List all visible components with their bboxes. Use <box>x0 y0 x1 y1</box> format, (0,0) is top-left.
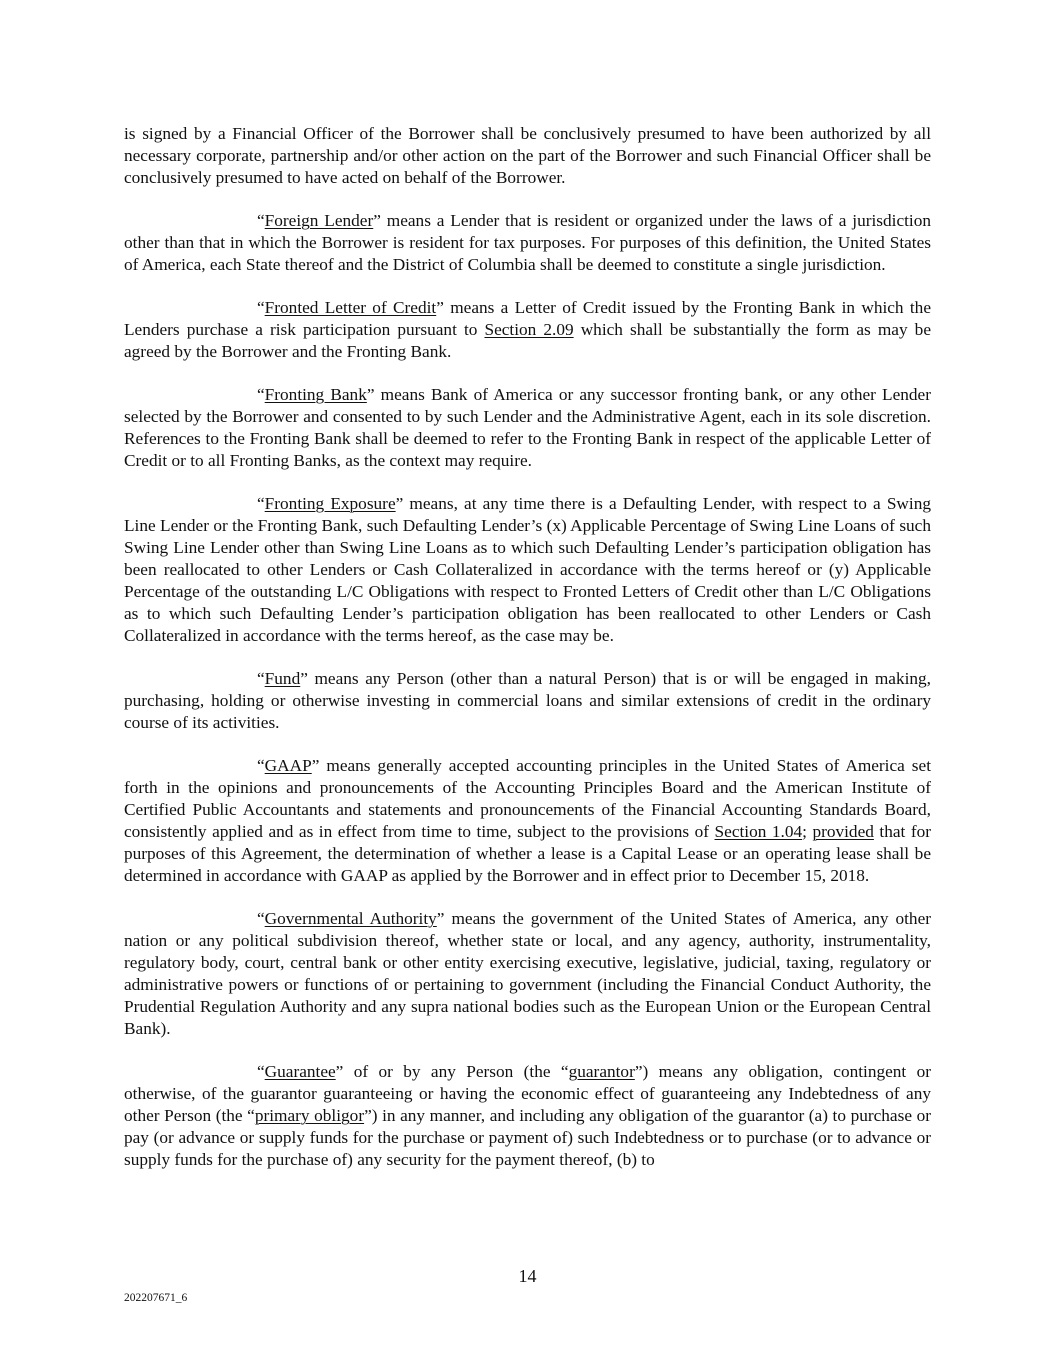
open-quote: “ <box>257 298 265 317</box>
definition-foreign-lender <box>124 210 931 276</box>
definition-text: ” means Bank of America or any successor fronting bank, or any other Lender selected by the Borrower and consented to by such Lender and the Administrative Agent, each in its sole discretion. References to the Fronting Bank shall be deemed to refer to the Fronting Bank in respect of the applicable Letter of Credit or to all Fronting Banks, as the context may require. <box>124 385 931 470</box>
defined-term-guarantor: guarantor <box>568 1062 635 1081</box>
paragraph-intro <box>124 123 931 189</box>
defined-term-fronted-letter-of-credit: Fronted Letter of Credit <box>264 298 437 317</box>
definition-text: ” means the government of the United States of America, any other nation or any political subdivision thereof, whether state or local, and any agency, authority, instrumentality, regulatory body, court, central bank or other entity exercising executive, legislative, judicial, taxing, regulatory or administrative powers or functions of or pertaining to government (including the Financial Conduct Authority, the Prudential Regulation Authority and any supra national bodies such as the European Union or the European Central Bank). <box>124 909 931 1038</box>
open-quote: “ <box>257 669 265 688</box>
open-quote: “ <box>257 909 265 928</box>
definition-fund <box>124 668 931 734</box>
document-body <box>124 123 931 1192</box>
defined-term-gaap: GAAP <box>264 756 312 775</box>
defined-term-foreign-lender: Foreign Lender <box>264 211 374 230</box>
section-reference: Section 2.09 <box>484 320 574 339</box>
open-quote: “ <box>257 1062 265 1081</box>
definition-fronted-letter-of-credit <box>124 297 931 363</box>
proviso-term: provided <box>812 822 874 841</box>
definition-text: ”) in any manner, and including any obligation of the guarantor (a) to purchase or pay (or advance or supply funds for the purchase or payment of) such Indebtedness or to purchase (or to advance or supply funds for the purchase of) any security for the payment thereof, (b) to <box>124 1106 931 1169</box>
page-number: 14 <box>518 1266 537 1286</box>
definition-text: ” means any Person (other than a natural Person) that is or will be engaged in making, purchasing, holding or otherwise investing in commercial loans and similar extensions of credit in the ordinary course of its activities. <box>124 669 931 732</box>
intro-text: is signed by a Financial Officer of the Borrower shall be conclusively presumed to have been authorized by all necessary corporate, partnership and/or other action on the part of the Borrower and such Financial Officer shall be conclusively presumed to have acted on behalf of the Borrower. <box>124 124 931 187</box>
definition-text: ” means a Lender that is resident or organized under the laws of a jurisdiction other than that in which the Borrower is resident for tax purposes. For purposes of this definition, the United States of America, each State thereof and the District of Columbia shall be deemed to constitute a single jurisdiction. <box>124 211 932 274</box>
open-quote: “ <box>257 211 265 230</box>
definition-text: ” means, at any time there is a Defaulting Lender, with respect to a Swing Line Lender or the Fronting Bank, such Defaulting Lender’s (x) Applicable Percentage of Swing Line Loans of such Swing Line Lender other than Swing Line Loans as to which such Defaulting Lender’s participation obligation has been reallocated to other Lenders or Cash Collateralized in accordance with the terms hereof or (y) Applicable Percentage of the outstanding L/C Obligations with respect to Fronted Letters of Credit other than L/C Obligations as to which such Defaulting Lender’s participation obligation has been reallocated to other Lenders or Cash Collateralized in accordance with the terms hereof, as the case may be. <box>124 494 931 645</box>
definition-fronting-bank <box>124 384 931 472</box>
open-quote: “ <box>257 756 265 775</box>
definition-guarantee <box>124 1061 931 1171</box>
defined-term-governmental-authority: Governmental Authority <box>264 909 437 928</box>
defined-term-fronting-exposure: Fronting Exposure <box>264 494 396 513</box>
definition-fronting-exposure <box>124 493 931 647</box>
definition-text: ” means a Letter of Credit issued by the Fronting Bank in which the Lenders purchase a risk participation pursuant to <box>124 298 931 339</box>
definition-text: ”) means any obligation, contingent or otherwise, of the guarantor guaranteeing or having the economic effect of guaranteeing any Indebtedness of any other Person (the “ <box>124 1062 931 1125</box>
document-id: 202207671_6 <box>124 1292 188 1304</box>
definition-text: ” of or by any Person (the “ <box>335 1062 569 1081</box>
definition-text: which shall be substantially the form as may be agreed by the Borrower and the Fronting Bank. <box>124 320 931 361</box>
open-quote: “ <box>257 385 265 404</box>
definition-text: ” means generally accepted accounting principles in the United States of America set forth in the opinions and pronouncements of the Accounting Principles Board and the American Institute of Certified Public Accountants and statements and pronouncements of the Financial Accounting Standards Board, consistently applied and as in effect from time to time, subject to the provisions of <box>124 756 931 841</box>
section-reference: Section 1.04 <box>714 822 803 841</box>
open-quote: “ <box>257 494 265 513</box>
definition-gaap <box>124 755 931 887</box>
definition-governmental-authority <box>124 908 931 1040</box>
defined-term-primary-obligor: primary obligor <box>254 1106 365 1125</box>
definition-text: ; <box>802 822 813 841</box>
defined-term-fronting-bank: Fronting Bank <box>264 385 367 404</box>
defined-term-guarantee: Guarantee <box>264 1062 336 1081</box>
defined-term-fund: Fund <box>264 669 301 688</box>
definition-text: that for purposes of this Agreement, the determination of whether a lease is a Capital Lease or an operating lease shall be determined in accordance with GAAP as applied by the Borrower and in effect prior to December 15, 2018. <box>124 822 931 885</box>
